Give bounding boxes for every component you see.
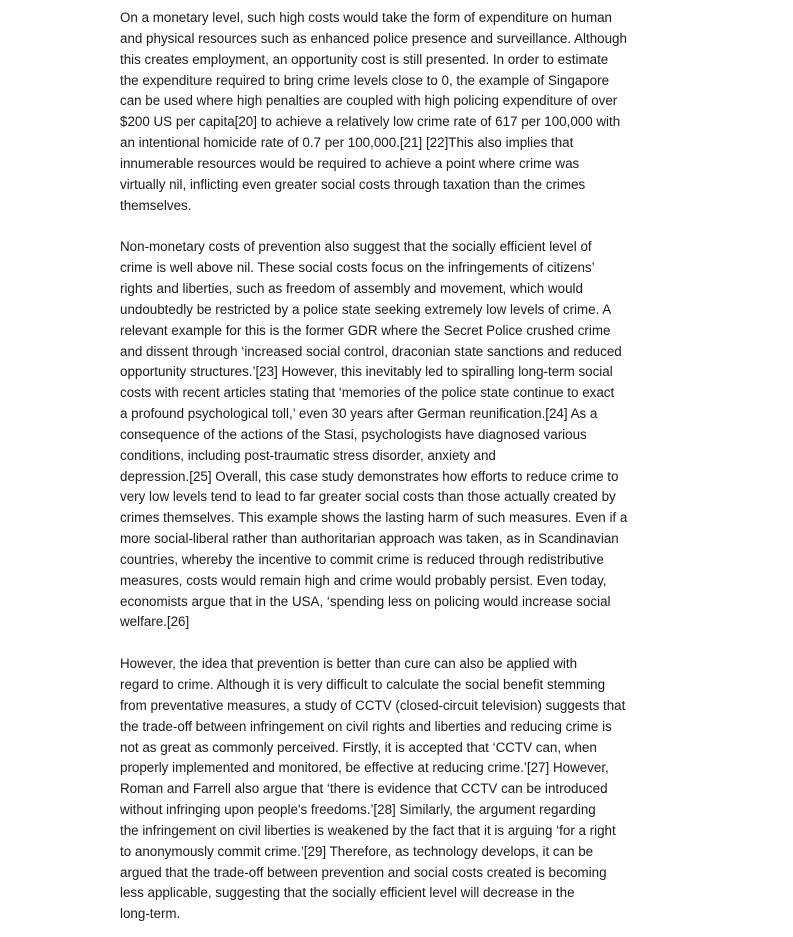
text-line: opportunity structures.’[23] However, this inevitably led to spiralling long-term social <box>120 364 613 380</box>
text-line: very low levels tend to lead to far greater social costs than those actually created by <box>120 489 616 505</box>
text-line: consequence of the actions of the Stasi, psychologists have diagnosed various <box>120 426 587 442</box>
text-line: $200 US per capita[20] to achieve a relatively low crime rate of 617 per 100,000 with <box>120 114 621 130</box>
text-line: properly implemented and monitored, be effective at reducing crime.’[27] However, <box>120 760 609 776</box>
text-line: economists argue that in the USA, ‘spending less on policing would increase social <box>120 593 611 609</box>
text-line: measures, costs would remain high and crime would probably persist. Even today, <box>120 572 607 588</box>
paragraph-non-monetary-costs <box>120 237 680 633</box>
text-line: rights and liberties, such as freedom of assembly and movement, which would <box>120 280 583 296</box>
text-line: regard to crime. Although it is very difficult to calculate the social benefit stemming <box>120 677 606 692</box>
text-line: crimes themselves. This example shows the lasting harm of such measures. Even if a <box>120 510 628 526</box>
text-line: argued that the trade-off between prevention and social costs created is becoming <box>120 864 607 880</box>
paragraph-prevention-cctv <box>120 654 680 925</box>
text-line: Roman and Farrell also argue that ‘there is evidence that CCTV can be introduced <box>120 781 608 797</box>
text-line: crime is well above nil. These social costs focus on the infringements of citizens’ <box>120 260 595 276</box>
text-line: and dissent through ‘increased social control, draconian state sanctions and reduced <box>120 343 622 359</box>
text-line: undoubtedly be restricted by a police state seeking extremely low levels of crime. A <box>120 301 612 317</box>
text-line: On a monetary level, such high costs would take the form of expenditure on human <box>120 10 613 25</box>
text-line: more social-liberal rather than authoritarian approach was taken, as in Scandinavian <box>120 531 619 547</box>
text-line: to anonymously commit crime.’[29] Therefore, as technology develops, it can be <box>120 843 594 859</box>
text-line: without infringing upon people's freedoms.’[28] Similarly, the argument regarding <box>120 802 596 818</box>
paragraph-spacer <box>120 633 680 654</box>
text-line: the trade-off between infringement on civil rights and liberties and reducing crime is <box>120 718 612 734</box>
text-line: costs with recent articles stating that ‘memories of the police state continue to exact <box>120 385 615 401</box>
text-line: from preventative measures, a study of CCTV (closed-circuit television) suggests that <box>120 697 626 713</box>
text-line: long-term. <box>120 906 181 922</box>
text-line: and physical resources such as enhanced police presence and surveillance. Although <box>120 30 627 46</box>
paragraph-monetary-costs <box>120 8 680 216</box>
text-line: welfare.[26] <box>120 614 190 630</box>
text-line: the infringement on civil liberties is weakened by the fact that it is arguing ‘for a right <box>120 822 616 838</box>
text-line: countries, whereby the incentive to commit crime is reduced through redistributive <box>120 551 604 567</box>
text-line: depression.[25] Overall, this case study demonstrates how efforts to reduce crime to <box>120 468 619 484</box>
text-line: less applicable, suggesting that the socially efficient level will decrease in the <box>120 885 575 901</box>
paragraph-spacer <box>120 216 680 237</box>
text-line: this creates employment, an opportunity cost is still presented. In order to estimate <box>120 51 609 67</box>
text-line: themselves. <box>120 197 192 213</box>
text-line: innumerable resources would be required to achieve a point where crime was <box>120 155 580 171</box>
text-line: can be used where high penalties are coupled with high policing expenditure of over <box>120 93 618 109</box>
text-line: Non-monetary costs of prevention also suggest that the socially efficient level of <box>120 239 592 255</box>
text-line: However, the idea that prevention is better than cure can also be applied with <box>120 656 578 672</box>
text-line: virtually nil, inflicting even greater social costs through taxation than the crimes <box>120 176 586 192</box>
text-line: conditions, including post-traumatic stress disorder, anxiety and <box>120 447 496 463</box>
text-line: the expenditure required to bring crime levels close to 0, the example of Singapore <box>120 72 610 88</box>
text-line: not as great as commonly perceived. Firstly, it is accepted that ‘CCTV can, when <box>120 739 597 755</box>
text-line: a profound psychological toll,’ even 30 years after German reunification.[24] As a <box>120 406 598 422</box>
text-line: an intentional homicide rate of 0.7 per 100,000.[21] [22]This also implies that <box>120 135 574 151</box>
text-line: relevant example for this is the former GDR where the Secret Police crushed crime <box>120 322 611 338</box>
document-body <box>120 8 680 925</box>
